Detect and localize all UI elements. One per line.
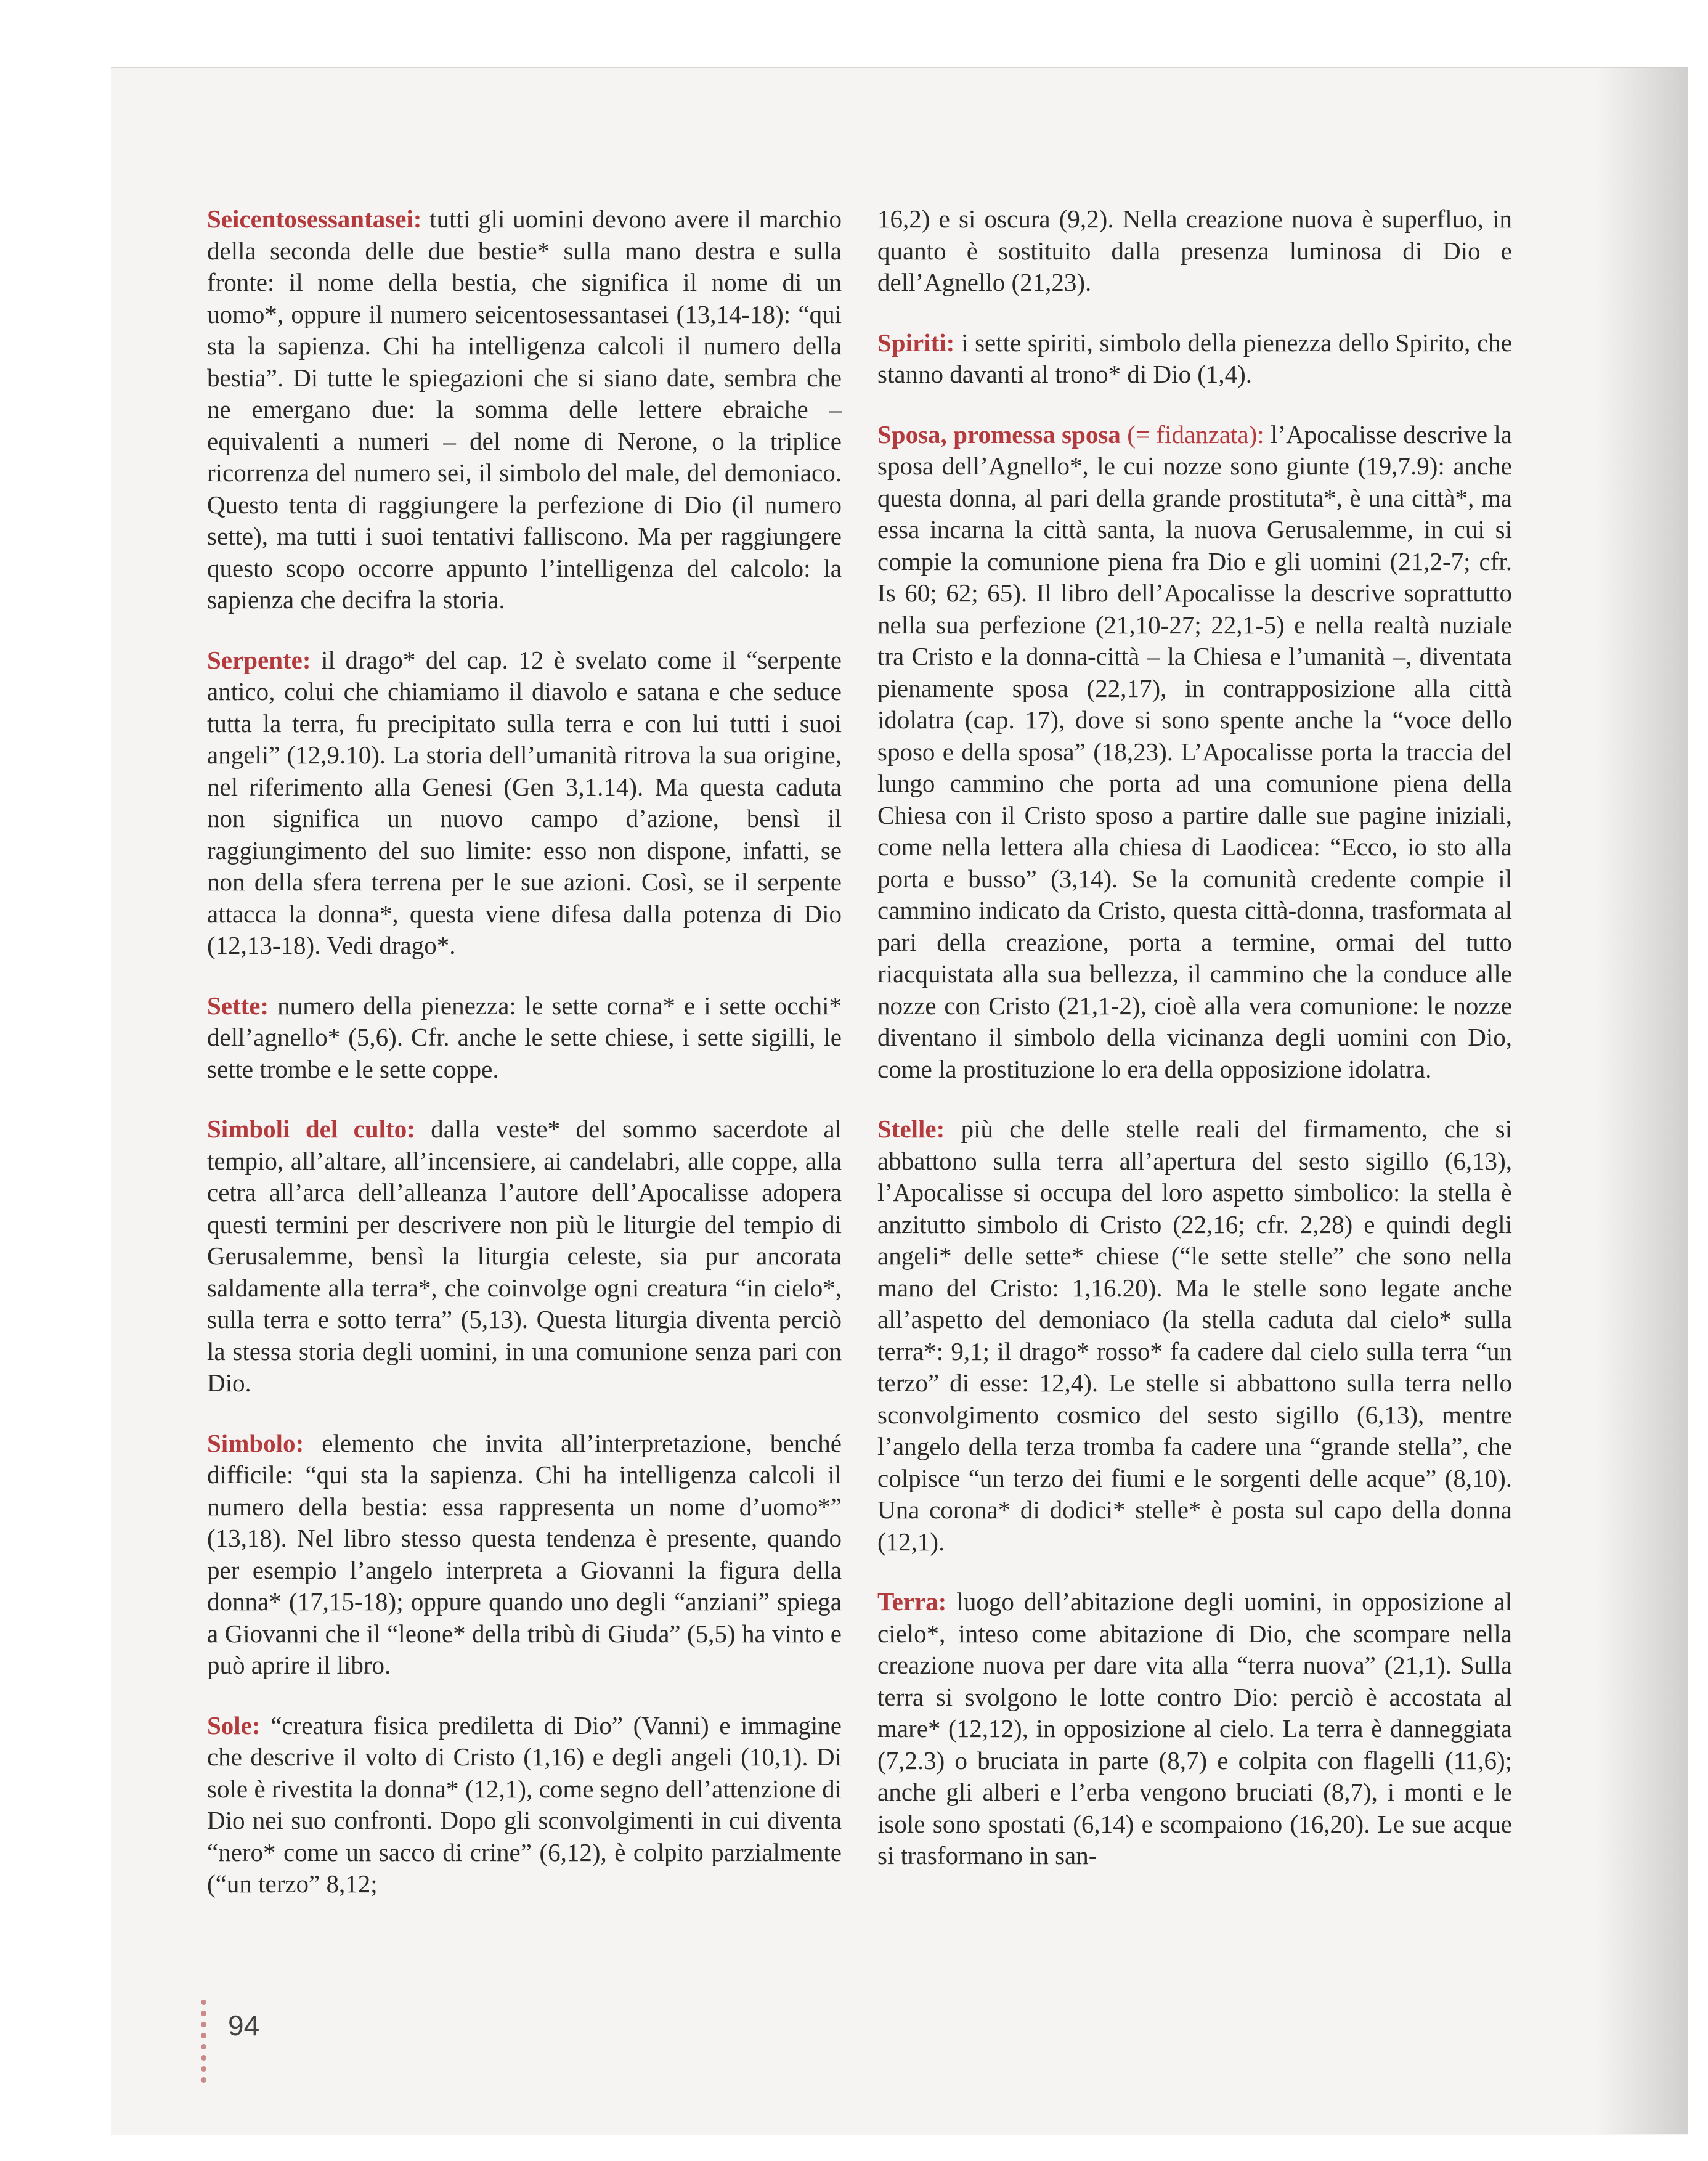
entry-term: Sposa, promessa sposa (877, 420, 1121, 449)
glossary-entry-sole (207, 1710, 842, 1900)
glossary-entry-serpente (207, 645, 842, 962)
entry-text: 16,2) e si oscura (9,2). Nella creazione nuova è superfluo, in quanto è sostituito dalla presenza luminosa di Dio e dell’Agnello (21,23). (877, 205, 1512, 296)
entry-term: Simbolo: (207, 1428, 304, 1457)
entry-text: tutti gli uomini devono avere il marchio della seconda delle due bestie* sulla mano destra e sulla fronte: il nome della bestia, che significa il nome di un uomo*, oppure il numero seicentosessantasei (13,14-18): “qui sta la sapienza. Chi ha intelligenza calcoli il numero della bestia”. Di tutte le spiegazioni che si siano date, sembra che ne emergano due: la somma delle lettere ebraiche – equivalenti a numeri – del nome di Nerone, o la triplice ricorrenza del numero sei, il simbolo del male, del demoniaco. Questo tenta di raggiungere la perfezione di Dio (il numero sette), ma tutti i suoi tentativi falliscono. Ma per raggiungere questo scopo occorre appunto l’intelligenza del calcolo: la sapienza che decifra la storia. (207, 205, 842, 614)
entry-term: Sette: (207, 991, 269, 1020)
glossary-entry-seicentosessantasei (207, 203, 842, 616)
entry-text: il drago* del cap. 12 è svelato come il “serpente antico, colui che chiamiamo il diavolo e satana e che seduce tutta la terra, fu precipitato sulla terra e con lui tutti i suoi angeli” (12,9.10). La storia dell’umanità ritrova la sua origine, nel riferimento alla Genesi (Gen 3,1.14). Ma questa caduta non significa un nuovo campo d’azione, bensì il raggiungimento del suo limite: esso non dispone, infatti, se non della sfera terrena per le sue azioni. Così, se il serpente attacca la donna*, questa viene difesa dalla potenza di Dio (12,13-18). Vedi drago*. (207, 645, 842, 959)
entry-text: “creatura fisica prediletta di Dio” (Vanni) e immagine che descrive il volto di Cristo (1,16) e degli angeli (10,1). Di sole è rivestita la donna* (12,1), come segno dell’attenzione di Dio nei suo confronti. Dopo gli sconvolgimenti in cui diventa “nero* come un sacco di crine” (6,12), è colpito parzialmente (“un terzo” 8,12; (207, 1711, 842, 1898)
entry-term-extra: (= fidanzata): (1120, 420, 1264, 449)
glossary-entry-terra (877, 1586, 1512, 1872)
entry-term: Terra: (877, 1587, 947, 1616)
entry-term: Seicentosessantasei: (207, 205, 422, 233)
left-column (207, 203, 842, 1929)
entry-text: i sette spiriti, simbolo della pienezza dello Spirito, che stanno davanti al trono* di Dio (1,4). (877, 328, 1512, 388)
entry-text: l’Apocalisse descrive la sposa dell’Agnello*, le cui nozze sono giunte (19,7.9): anche questa donna, al pari della grande prostituta*, è una città*, ma essa incarna la città santa, la nuova Gerusalemme, in cui si compie la comunione piena fra Dio e gli uomini (21,2-7; cfr. Is 60; 62; 65). Il libro dell’Apocalisse la descrive soprattutto nella sua perfezione (21,10-27; 22,1-5) e nella realtà nuziale tra Cristo e la donna-città – la Chiesa e l’umanità –, diventata pienamente sposa (22,17), in contrapposizione alla città idolatra (cap. 17), dove si sono spente anche la “voce dello sposo e della sposa” (18,23). L’Apocalisse porta la traccia del lungo cammino che porta ad una comunione piena della Chiesa con il Cristo sposo a partire dalle sue pagine iniziali, come nella lettera alla chiesa di Laodicea: “Ecco, io sto alla porta e busso” (3,14). Se la comunità credente compie il cammino indicato da Cristo, questa città-donna, trasformata al pari della creazione, porta a termine, ormai del tutto riacquistata alla sua bellezza, il cammino che la conduce alle nozze con Cristo (21,1-2), cioè alla vera comunione: le nozze diventano il simbolo della vicinanza degli uomini con Dio, come la prostituzione lo era della opposizione idolatra. (877, 420, 1513, 1083)
glossary-entry-sposa (877, 419, 1512, 1086)
entry-term: Serpente: (207, 645, 311, 674)
page-gutter-shadow (1596, 67, 1688, 2134)
entry-term: Sole: (207, 1711, 261, 1740)
entry-text: dalla veste* del sommo sacerdote al tempio, all’altare, all’incensiere, ai candelabri, alle coppe, alla cetra all’arca dell’alleanza l’autore dell’Apocalisse adopera questi termini per descrivere non più le liturgie del tempio di Gerusalemme, bensì la liturgia celeste, sia pur ancorata saldamente alla terra*, che coinvolge ogni creatura “in cielo*, sulla terra e sotto terra” (5,13). Questa liturgia diventa perciò la stessa storia degli uomini, in una comunione senza pari con Dio. (207, 1115, 842, 1397)
glossary-entry-stelle (877, 1113, 1512, 1558)
page-number-dots-decoration (201, 2000, 209, 2088)
entry-term: Simboli del culto: (207, 1115, 415, 1143)
glossary-entry-simbolo (207, 1428, 842, 1682)
glossary-entry-sole-continued (877, 203, 1512, 299)
right-column (877, 203, 1512, 1900)
entry-term: Spiriti: (877, 328, 955, 357)
entry-term: Stelle: (877, 1115, 945, 1143)
entry-text: luogo dell’abitazione degli uomini, in opposizione al cielo*, inteso come abitazione di Dio, che scompare nella creazione nuova per dare vita alla “terra nuova” (21,1). Sulla terra si svolgono le lotte contro Dio: perciò è accostata al mare* (12,12), in opposizione al cielo. La terra è danneggiata (7,2.3) o bruciata in parte (8,7) e colpita con flagelli (11,6); anche gli alberi e l’erba vengono bruciati (8,7), i monti e le isole sono spostati (6,14) e scompaiono (16,20). Le sue acque si trasformano in san- (877, 1587, 1512, 1870)
entry-text: numero della pienezza: le sette corna* e i sette occhi* dell’agnello* (5,6). Cfr. anche le sette chiese, i sette sigilli, le sette trombe e le sette coppe. (207, 991, 842, 1083)
glossary-entry-simboli-del-culto (207, 1113, 842, 1399)
page-number: 94 (228, 2009, 260, 2041)
glossary-entry-spiriti (877, 327, 1512, 391)
glossary-entry-sette (207, 990, 842, 1086)
entry-text: più che delle stelle reali del firmamento, che si abbattono sulla terra all’apertura del sesto sigillo (6,13), l’Apocalisse si occupa del loro aspetto simbolico: la stella è anzitutto simbolo di Cristo (22,16; cfr. 2,28) e quindi degli angeli* delle sette* chiese (“le sette stelle” che sono nella mano del Cristo: 1,16.20). Ma le stelle sono legate anche all’aspetto del demoniaco (la stella caduta dal cielo* sulla terra*: 9,1; il drago* rosso* fa cadere dal cielo sulla terra “un terzo” di esse: 12,4). Le stelle si abbattono sulla terra nello sconvolgimento cosmico del sesto sigillo (6,13), mentre l’angelo della terza tromba fa cadere una “grande stella”, che colpisce “un terzo dei fiumi e le sorgenti delle acque” (8,10). Una corona* di dodici* stelle* è posta sul capo della donna (12,1). (877, 1115, 1512, 1556)
entry-text: elemento che invita all’interpretazione, benché difficile: “qui sta la sapienza. Chi ha intelligenza calcoli il numero della bestia: essa rappresenta un nome d’uomo*” (13,18). Nel libro stesso questa tendenza è presente, quando per esempio l’angelo interpreta a Giovanni la figura della donna* (17,15-18); oppure quando uno degli “anziani” spiega a Giovanni che il “leone* della tribù di Giuda” (5,5) ha vinto e può aprire il libro. (207, 1428, 842, 1679)
